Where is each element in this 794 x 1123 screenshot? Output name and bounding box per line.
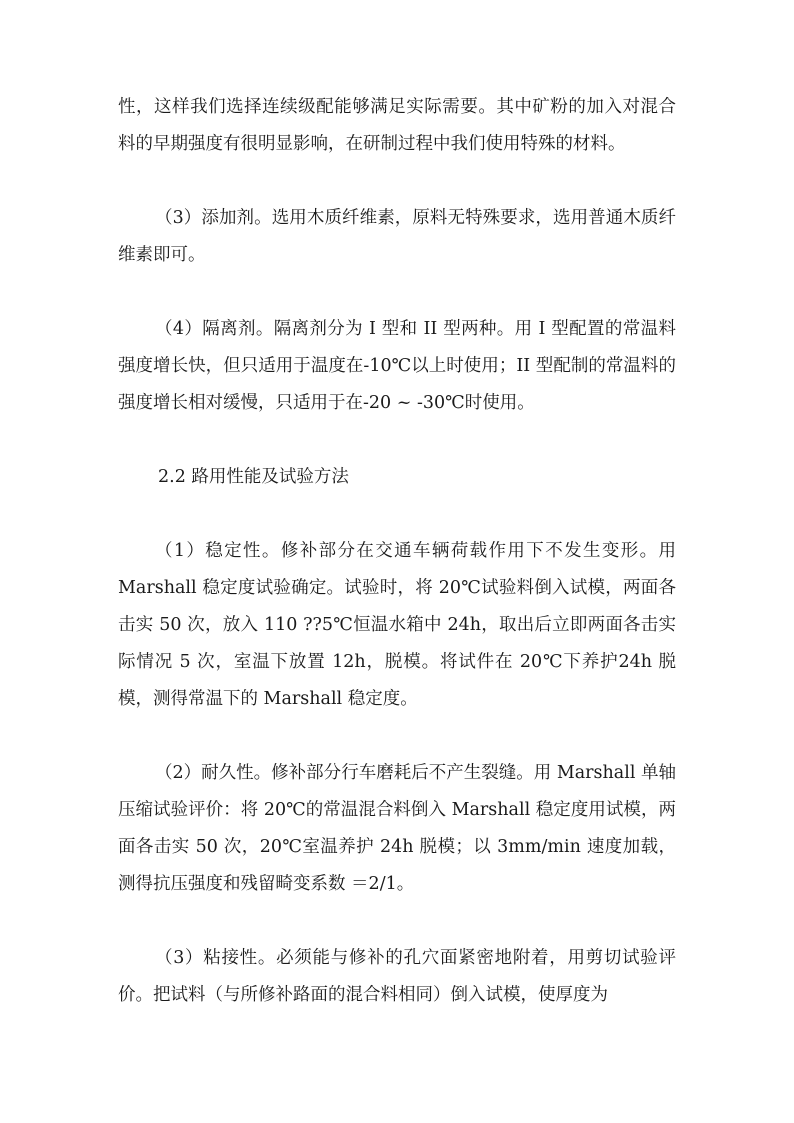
paragraph-gap: [118, 274, 676, 311]
paragraph-durability: （2）耐久性。修补部分行车磨耗后不产生裂缝。用 Marshall 单轴压缩试验评价：将 20℃的常温混合料倒入 Marshall 稳定度用试模，两面各击实 50 次，20℃室温养护 24h 脱模；以 3mm/min 速度加载，测得抗压强度和残留畸变系数 ＝2/1。: [118, 763, 676, 894]
paragraph-adhesion: （3）粘接性。必须能与修补的孔穴面紧密地附着，用剪切试验评价。把试料（与所修补路面的混合料相同）倒入试模，使厚度为: [118, 948, 676, 1005]
paragraph-gap: [118, 903, 676, 940]
paragraph-additive: （3）添加剂。选用木质纤维素，原料无特殊要求，选用普通木质纤维素即可。: [118, 208, 676, 265]
section-heading: 2.2 路用性能及试验方法: [158, 467, 349, 487]
paragraph-gap: [118, 496, 676, 533]
paragraph-gap: [118, 718, 676, 755]
document-body: [118, 89, 676, 1014]
paragraph-gap: [118, 163, 676, 200]
paragraph-stability: （1）稳定性。修补部分在交通车辆荷载作用下不发生变形。用 Marshall 稳定度试验确定。试验时，将 20℃试验料倒入试模，两面各击实 50 次，放入 110 ??5℃恒温水箱中 24h，取出后立即两面各击实际情况 5 次，室温下放置 12h，脱模。将试件在 20℃下养护24h 脱模，测得常温下的 Marshall 稳定度。: [118, 541, 676, 709]
paragraph-release-agent: （4）隔离剂。隔离剂分为 I 型和 II 型两种。用 I 型配置的常温料强度增长快，但只适用于温度在-10℃以上时使用；II 型配制的常温料的强度增长相对缓慢，只适用于在-20 ~ -30℃时使用。: [118, 319, 676, 413]
paragraph-gap: [118, 422, 676, 459]
paragraph-continuation: 性，这样我们选择连续级配能够满足实际需要。其中矿粉的加入对混合料的早期强度有很明显影响，在研制过程中我们使用特殊的材料。: [118, 97, 676, 154]
